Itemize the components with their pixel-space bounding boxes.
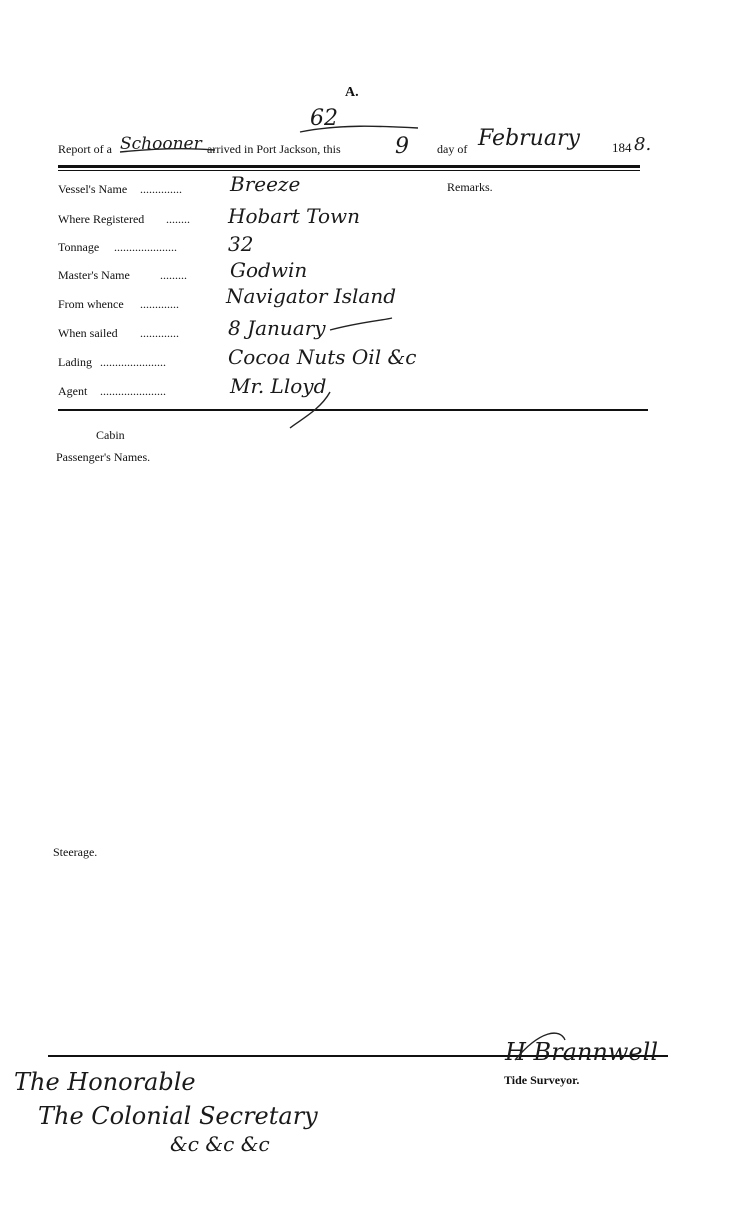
arrival-day: 9	[395, 134, 409, 159]
vessel-name-value: Breeze	[230, 172, 301, 196]
report-prefix: Report of a	[58, 142, 112, 156]
vessel-type-underline-stroke	[120, 149, 215, 152]
agent-flourish-stroke	[290, 392, 330, 428]
vessel-name-leader: ..............	[140, 182, 182, 196]
report-day-of: day of	[437, 142, 468, 156]
address-line-3: &c &c &c	[170, 1132, 270, 1156]
remarks-label: Remarks.	[447, 180, 493, 194]
registered-label: Where Registered	[58, 212, 145, 226]
passenger-names-label: Passenger's Names.	[56, 450, 151, 464]
master-leader: .........	[160, 268, 187, 282]
sailed-flourish-stroke	[330, 318, 392, 330]
vessel-type: Schooner	[120, 134, 202, 154]
tonnage-value: 32	[228, 232, 254, 256]
lading-label: Lading	[58, 355, 92, 369]
year-digit: 8.	[634, 134, 652, 155]
number-underline-stroke	[300, 126, 418, 132]
address-line-2: The Colonial Secretary	[38, 1102, 318, 1130]
registered-leader: ........	[166, 212, 190, 226]
steerage-label: Steerage.	[53, 845, 98, 859]
address-line-1: The Honorable	[14, 1068, 196, 1096]
handwritten-number: 62	[310, 106, 338, 131]
tonnage-label: Tonnage	[58, 240, 100, 254]
sailed-label: When sailed	[58, 326, 118, 340]
agent-value: Mr. Lloyd	[230, 374, 327, 398]
master-value: Godwin	[230, 258, 308, 282]
lading-leader: ......................	[100, 355, 166, 369]
lading-value: Cocoa Nuts Oil &c	[228, 345, 417, 369]
from-leader: .............	[140, 297, 179, 311]
agent-label: Agent	[58, 384, 88, 398]
form-letter: A.	[345, 85, 359, 100]
surveyor-signature: H Brannwell	[505, 1038, 658, 1066]
vessel-name-label: Vessel's Name	[58, 182, 128, 196]
agent-leader: ......................	[100, 384, 166, 398]
signature-flourish-stroke	[515, 1033, 565, 1060]
from-value: Navigator Island	[226, 284, 397, 308]
sailed-value: 8 January	[228, 316, 326, 340]
tonnage-leader: .....................	[114, 240, 177, 254]
tide-surveyor-label: Tide Surveyor.	[504, 1073, 580, 1087]
sailed-leader: .............	[140, 326, 179, 340]
master-label: Master's Name	[58, 268, 130, 282]
registered-value: Hobart Town	[228, 204, 360, 228]
report-middle-text: arrived in Port Jackson, this	[207, 142, 341, 156]
cabin-label: Cabin	[96, 428, 125, 442]
year-printed: 184	[612, 140, 632, 155]
from-label: From whence	[58, 297, 124, 311]
arrival-month: February	[478, 126, 580, 151]
